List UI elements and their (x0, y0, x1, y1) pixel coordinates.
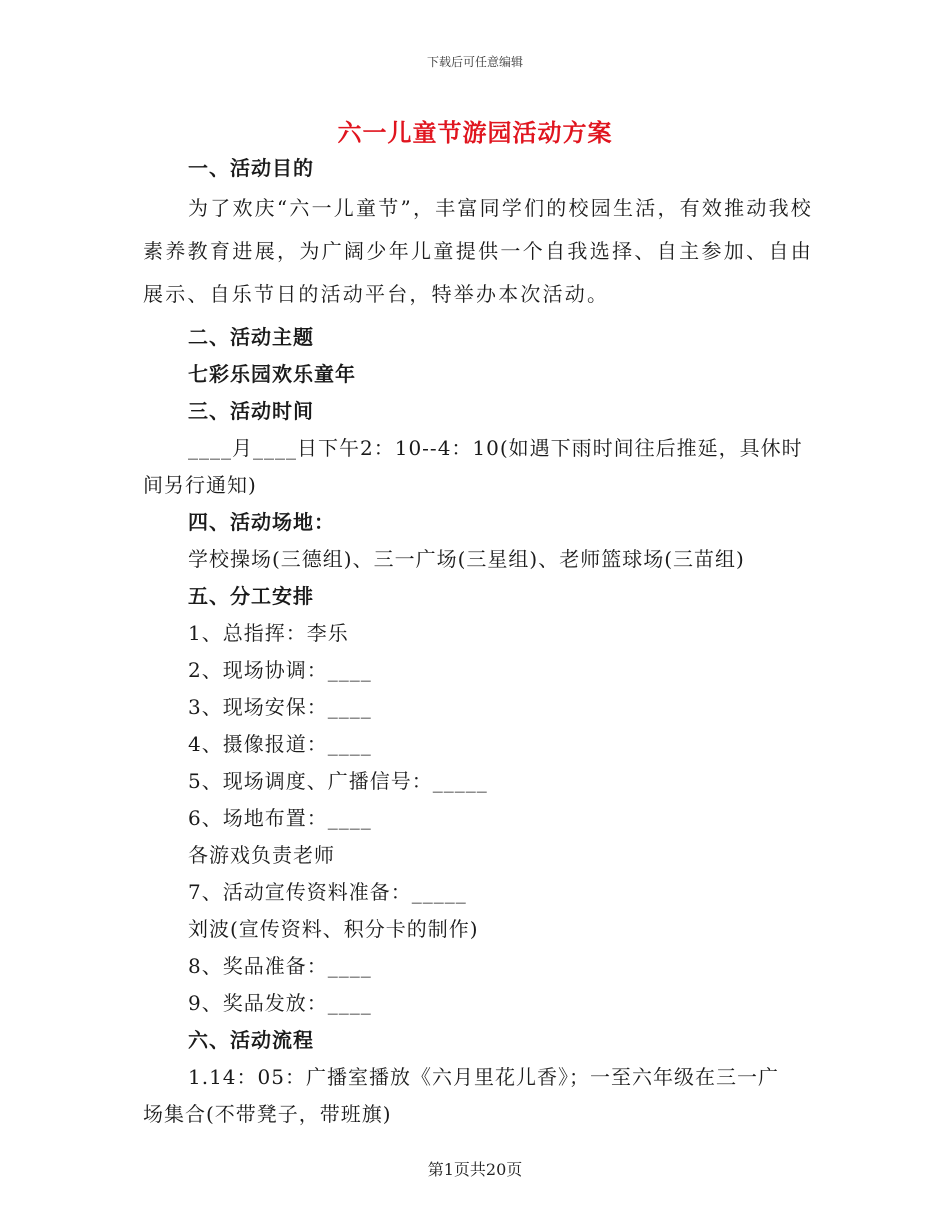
process-line-1: 1.14：05：广播室播放《六月里花儿香》；一至六年级在三一广 (188, 1065, 779, 1089)
header-note: 下载后可任意编辑 (426, 55, 523, 69)
role-item: 9、奖品发放：____ (188, 991, 372, 1015)
venue-text: 学校操场(三德组)、三一广场(三星组)、老师篮球场(三苗组) (188, 547, 745, 571)
section-heading-process: 六、活动流程 (188, 1028, 314, 1052)
document-title: 六一儿童节游园活动方案 (337, 118, 613, 147)
time-line-2: 间另行通知) (143, 473, 257, 497)
role-item: 各游戏负责老师 (188, 843, 335, 867)
section-heading-time: 三、活动时间 (188, 399, 314, 423)
role-item: 2、现场协调：____ (188, 658, 372, 682)
section-heading-purpose: 一、活动目的 (188, 156, 314, 180)
process-line-2: 场集合(不带凳子，带班旗) (143, 1102, 392, 1126)
theme-text: 七彩乐园欢乐童年 (188, 362, 356, 386)
document-body (143, 150, 813, 1133)
purpose-text: 为了欢庆“六一儿童节”，丰富同学们的校园生活，有效推动我校素养教育进展，为广阔少年儿童提供一个自我选择、自主参加、自由展示、自乐节日的活动平台，特举办本次活动。 (143, 196, 813, 306)
role-item: 4、摄像报道：____ (188, 732, 372, 756)
page-footer: 第1页共20页 (427, 1160, 523, 1179)
role-item: 1、总指挥：李乐 (188, 621, 349, 645)
section-heading-venue: 四、活动场地： (188, 510, 335, 534)
time-line-1: ____月____日下午2：10--4：10(如遇下雨时间往后推延，具休时 (188, 436, 803, 460)
purpose-paragraph (143, 187, 813, 316)
role-item: 6、场地布置：____ (188, 806, 372, 830)
role-item: 5、现场调度、广播信号：_____ (188, 769, 488, 793)
role-item: 刘波(宣传资料、积分卡的制作) (188, 917, 479, 941)
section-heading-theme: 二、活动主题 (188, 325, 314, 349)
section-heading-roles: 五、分工安排 (188, 584, 314, 608)
role-item: 7、活动宣传资料准备：_____ (188, 880, 467, 904)
role-item: 3、现场安保：____ (188, 695, 372, 719)
role-item: 8、奖品准备：____ (188, 954, 372, 978)
